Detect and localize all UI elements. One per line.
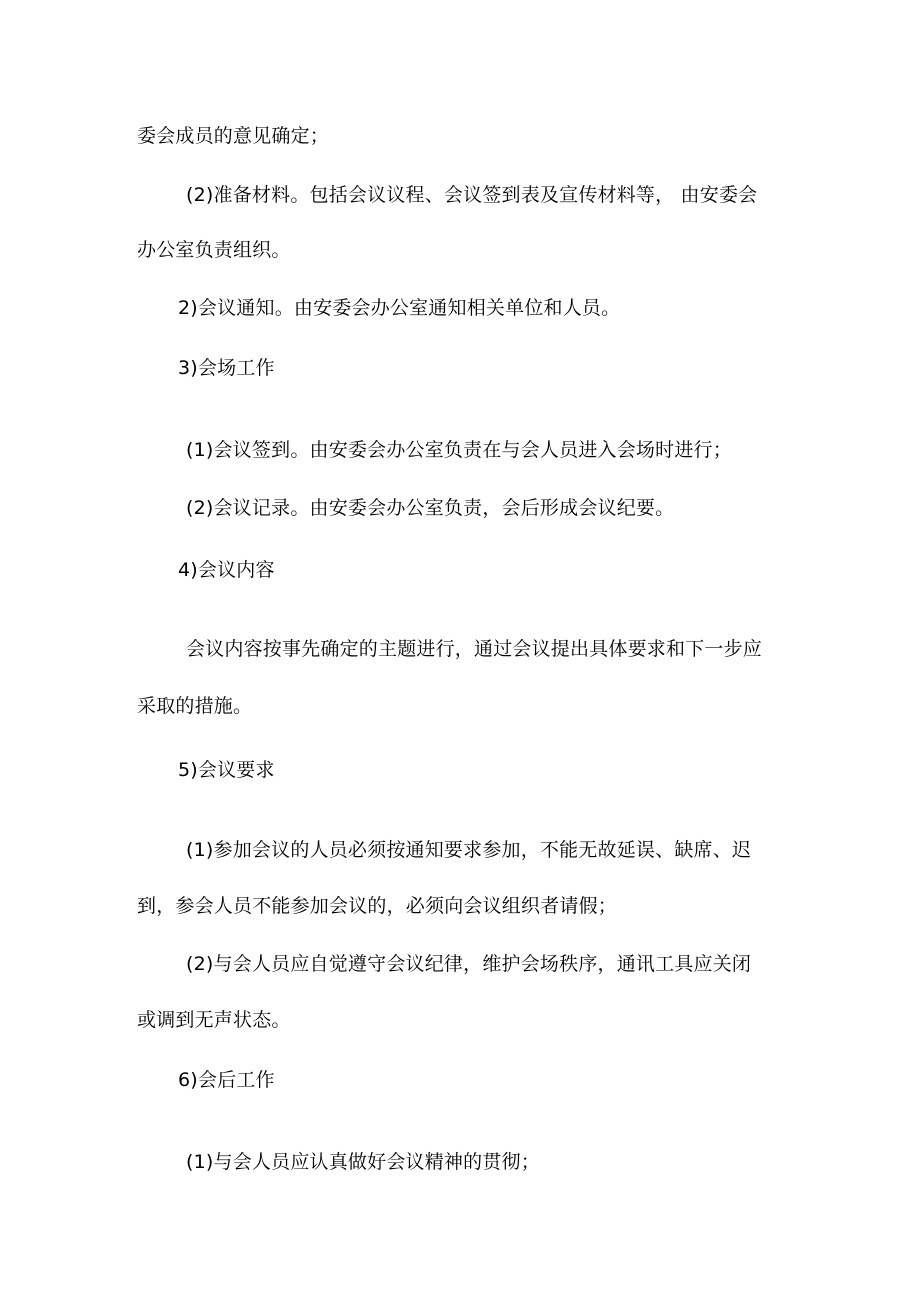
text-line: 到，参会人员不能参加会议的，必须向会议组织者请假； <box>137 895 618 917</box>
text-line: (2)会议记录。由安委会办公室负责，会后形成会议纪要。 <box>186 497 675 519</box>
text-line: (1)与会人员应认真做好会议精神的贯彻； <box>186 1151 540 1173</box>
text-line: 会议内容按事先确定的主题进行，通过会议提出具体要求和下一步应 <box>186 638 763 660</box>
text-line: (2)准备材料。包括会议议程、会议签到表及宣传材料等， 由安委会 <box>186 184 758 206</box>
section-heading: 4)会议内容 <box>178 559 275 581</box>
text-line: 委会成员的意见确定； <box>137 125 330 147</box>
text-line: (1)参加会议的人员必须按通知要求参加，不能无故延误、缺席、迟 <box>186 839 752 861</box>
section-heading: 3)会场工作 <box>178 357 275 379</box>
section-heading: 5)会议要求 <box>178 759 275 781</box>
text-line: 2)会议通知。由安委会办公室通知相关单位和人员。 <box>178 297 621 319</box>
section-heading: 6)会后工作 <box>178 1069 275 1091</box>
text-line: (2)与会人员应自觉遵守会议纪律，维护会场秩序，通讯工具应关闭 <box>186 953 752 975</box>
text-line: (1)会议签到。由安委会办公室负责在与会人员进入会场时进行； <box>186 439 732 461</box>
text-line: 或调到无声状态。 <box>137 1009 291 1031</box>
text-line: 办公室负责组织。 <box>137 239 291 261</box>
text-line: 采取的措施。 <box>137 695 253 717</box>
